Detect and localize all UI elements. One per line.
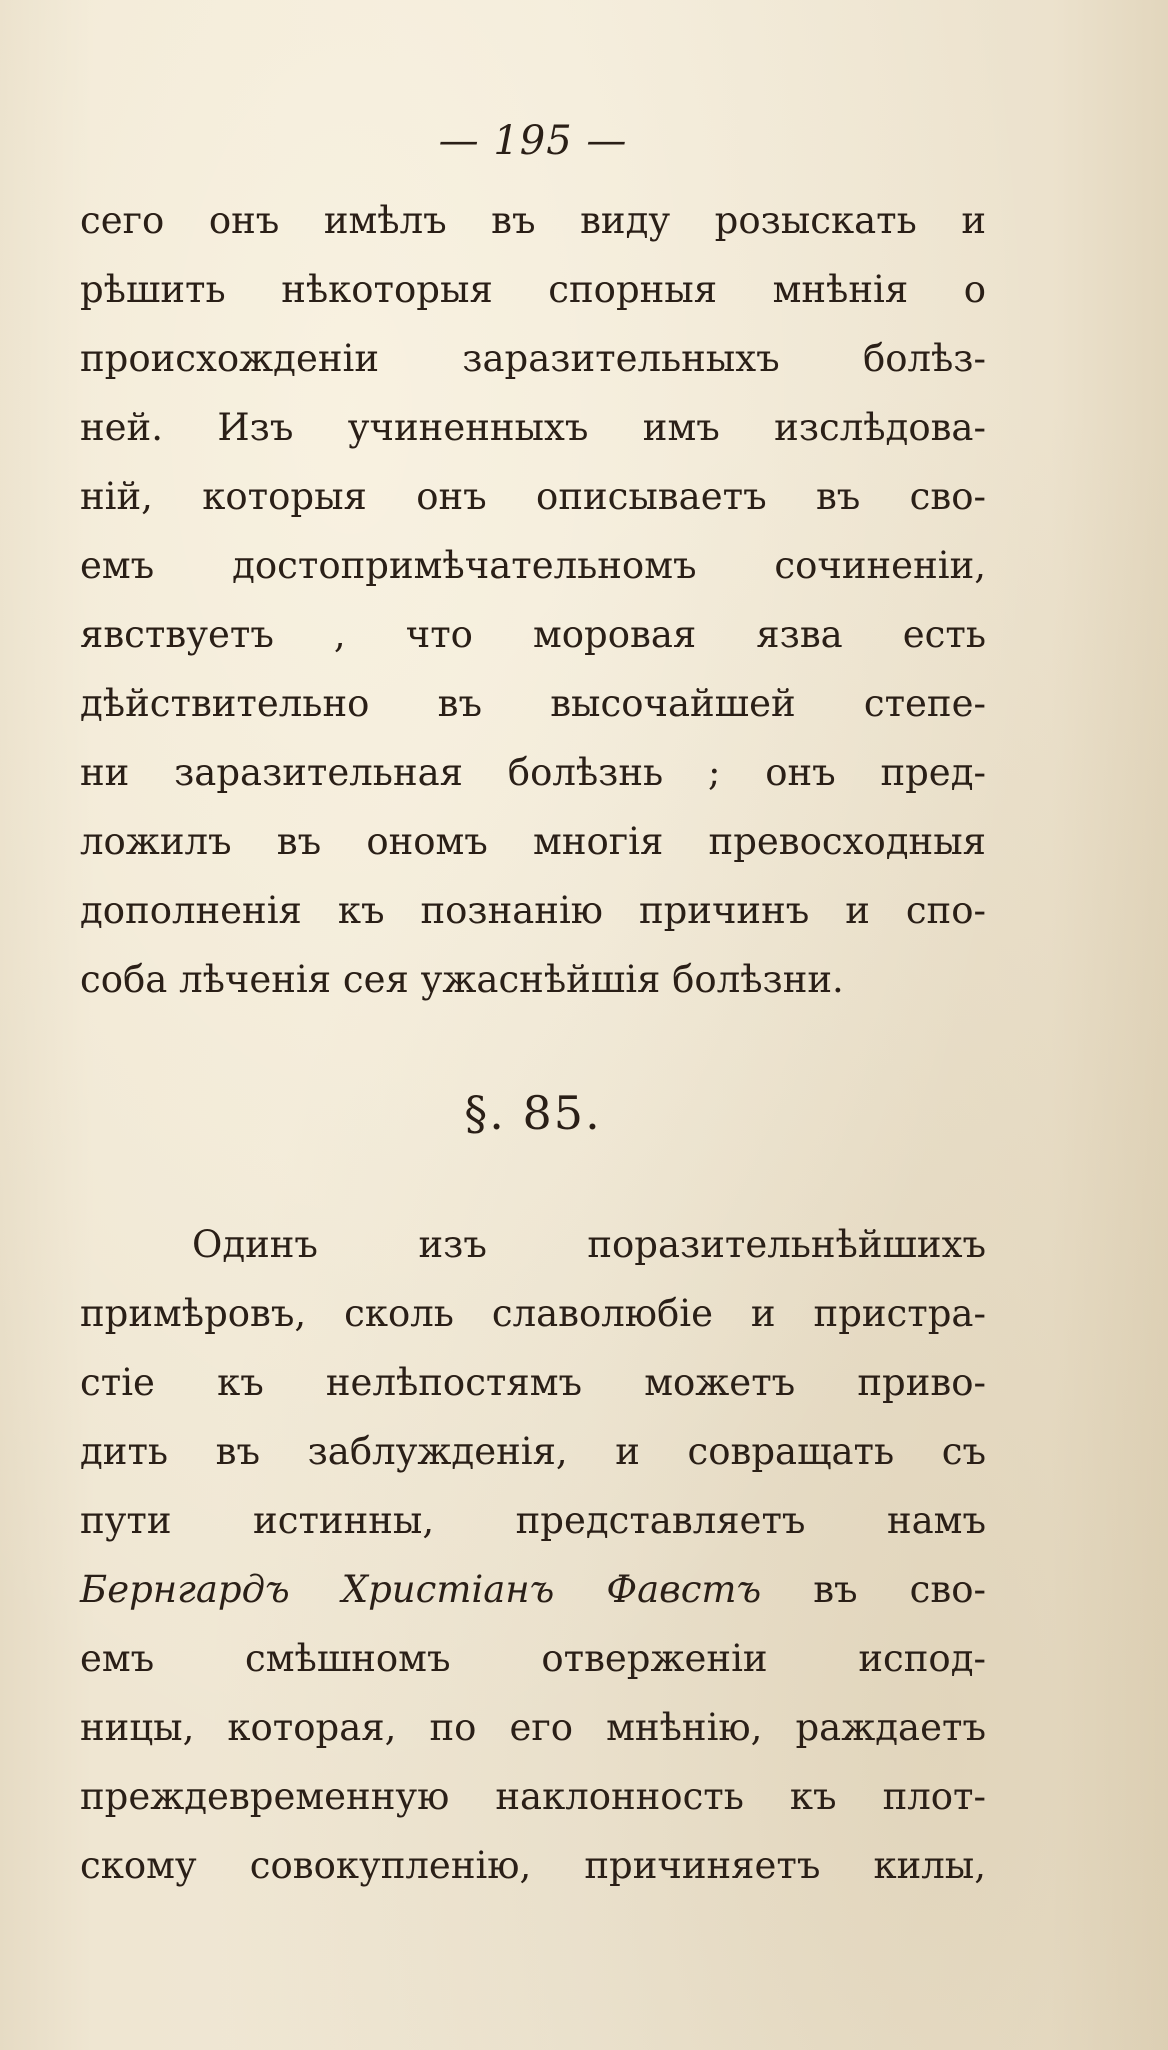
text-line: происхожденіи заразительныхъ болѣз- [80,337,986,380]
text-line: рѣшить нѣкоторыя спорныя мнѣнія о [80,268,986,311]
italic-person-name: Бернгардъ Христіанъ Фавстъ [80,1568,762,1611]
text-line: емъ достопримѣчательномъ сочиненіи, [80,544,986,587]
page-number: — 195 — [438,118,628,164]
text-line: емъ смѣшномъ отверженіи испод- [80,1637,986,1680]
text-line: ній, которыя онъ описываетъ въ сво- [80,475,986,518]
text-line: ней. Изъ учиненныхъ имъ изслѣдова- [80,406,986,449]
text-line: пути истинны, представляетъ намъ [80,1499,986,1542]
text-line: дить въ заблужденія, и совращать съ [80,1430,986,1473]
text-line: дѣйствительно въ высочайшей степе- [80,682,986,725]
text-line: Одинъ изъ поразительнѣйшихъ [192,1223,986,1266]
section-heading: §. 85. [464,1086,602,1140]
paragraph-1 [80,186,986,1014]
text-line: соба лѣченія сея ужаснѣйшія болѣзни. [80,958,844,1001]
text-line-with-name [80,1555,986,1624]
text-line: явствуетъ , что моровая язва есть [80,613,986,656]
text-line: примѣровъ, сколь славолюбіе и пристра- [80,1292,986,1335]
text-line: скому совокупленію, причиняетъ килы, [80,1844,986,1887]
text-line: преждевременную наклонность къ плот- [80,1775,986,1818]
text-line: дополненія къ познанію причинъ и спо- [80,889,986,932]
text-line: ложилъ въ ономъ многія превосходныя [80,820,986,863]
text-fragment: въ сво- [761,1568,986,1611]
paragraph-2 [80,1210,986,1900]
text-line: ни заразительная болѣзнь ; онъ пред- [80,751,986,794]
text-line: ницы, которая, по его мнѣнію, раждаетъ [80,1706,986,1749]
text-line: стіе къ нелѣпостямъ можетъ приво- [80,1361,986,1404]
text-line: сего онъ имѣлъ въ виду розыскать и [80,199,986,242]
